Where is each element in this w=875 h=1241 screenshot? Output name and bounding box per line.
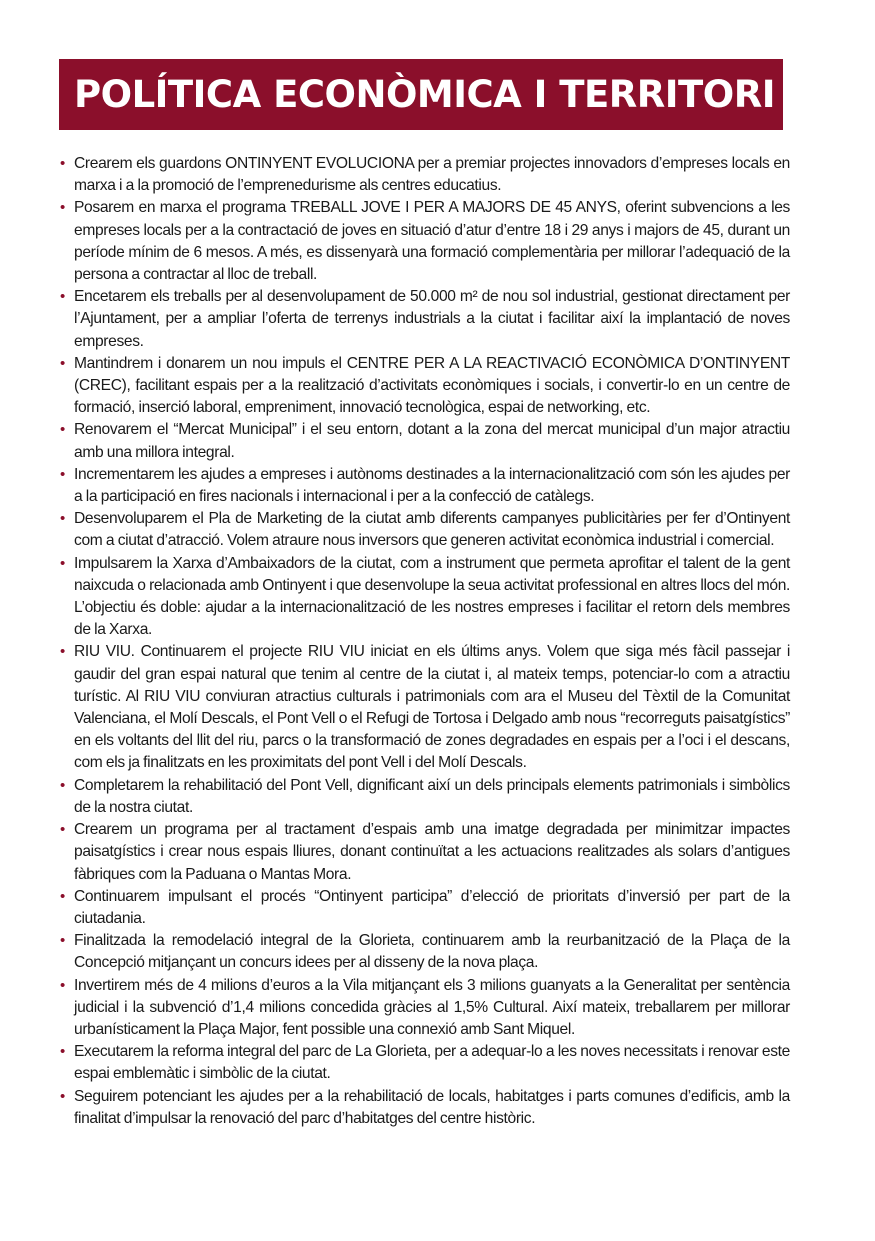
bullet-icon: • [60,421,65,439]
list-item-text: RIU VIU. Continuarem el projecte RIU VIU iniciat en els últims anys. Volem que siga més fàcil passejar i gaudir del gran espai natural que tenim al centre de la ciutat i, al mateix temps, potenciar-lo com a atractiu turístic. Al RIU VIU conviuran atractius culturals i patrimonials com ara el Museu del Tèxtil de la Comunitat Valenciana, el Molí Descals, el Pont Vell o el Refugi de Tortosa i Delgado amb nous “recorreguts paisatgístics” en els voltants del llit del riu, parcs o la transformació de zones degradades en espais per a l’oci i el descans, com els ja finalitzats en les proximitats del pont Vell i del Molí Descals. [74,643,790,772]
list-item-text: Invertirem més de 4 milions d’euros a la Vila mitjançant els 3 milions guanyats a la Generalitat per sentència judicial i la subvenció d’1,4 milions concedida gràcies al 1,5% Cultural. Així mateix, treballarem per millorar urbanísticament la Plaça Major, fent possible una connexió amb Sant Miquel. [74,976,790,1038]
list-item-text: Mantindrem i donarem un nou impuls el CENTRE PER A LA REACTIVACIÓ ECONÒMICA D’ONTINYENT (CREC), facilitant espais per a la realització d’activitats econòmiques i socials, i convertir-lo en un centre de formació, inserció laboral, empreniment, innovació tecnològica, espai de networking, etc. [74,354,790,417]
bullet-icon: • [60,976,65,994]
list-item [60,775,790,819]
list-item-text: Encetarem els treballs per al desenvolupament de 50.000 m² de nou sol industrial, gestionat directament per l’Ajuntament, per a ampliar l’oferta de terrenys industrials a la ciutat i facilitar així la implantació de noves empreses. [74,288,790,350]
list-item-text: Continuarem impulsant el procés “Ontinyent participa” d’elecció de prioritats d’inversió per part de la ciutadania. [74,887,790,927]
list-item [60,975,790,1042]
list-item-text: Posarem en marxa el programa TREBALL JOVE I PER A MAJORS DE 45 ANYS, oferint subvencions a les empreses locals per a la contractació de joves en situació d’atur d’entre 18 i 29 anys i majors de 45, durant un període mínim de 6 mesos. A més, es dissenyarà una formació complementària per millorar l’adequació de la persona a contractar al lloc de treball. [74,199,790,284]
list-item [60,464,790,508]
bullet-icon: • [60,510,65,528]
list-item-text: Impulsarem la Xarxa d’Ambaixadors de la ciutat, com a instrument que permeta aprofitar el talent de la gent naixcuda o relacionada amb Ontinyent i que desenvolupe la seua activitat professional en altres llocs del món. L’objectiu és doble: ajudar a la internacionalització de les nostres empreses i facilitar el retorn dels membres de la Xarxa. [74,554,790,639]
list-item [60,353,790,420]
list-item-text: Incrementarem les ajudes a empreses i autònoms destinades a la internacionalització com són les ajudes per a la participació en fires nacionals i internacional i per a la confecció de catàlegs. [74,465,790,506]
bullet-icon: • [60,1043,65,1061]
list-item-text: Completarem la rehabilitació del Pont Vell, dignificant així un dels principals elements patrimonials i simbòlics de la nostra ciutat. [74,776,790,816]
list-item-text: Crearem un programa per al tractament d’espais amb una imatge degradada per minimitzar impactes paisatgístics i crear nous espais lliures, donant continuïtat a les actuacions realitzades als solars d’antigues fàbriques com la Paduana o Mantas Mora. [74,821,790,883]
bullet-icon: • [60,776,65,794]
bullet-icon: • [60,288,65,306]
list-item [60,553,790,642]
page-title: POLÍTICA ECONÒMICA I TERRITORI [74,73,776,116]
list-item [60,819,790,886]
list-item [60,419,790,463]
list-item-text: Desenvoluparem el Pla de Marketing de la ciutat amb diferents campanyes publicitàries per fer d’Ontinyent com a ciutat d’atracció. Volem atraure nous inversors que generen activitat econòmica industrial i comercial. [74,510,790,550]
bullet-icon: • [60,354,65,372]
bullet-icon: • [60,821,65,839]
list-item [60,886,790,930]
title-banner [59,59,783,130]
list-item [60,641,790,774]
bullet-icon: • [60,155,65,172]
list-item [60,930,790,974]
list-item [60,197,790,286]
bullet-icon: • [60,887,65,905]
list-item-text: Seguirem potenciant les ajudes per a la rehabilitació de locals, habitatges i parts comunes d’edificis, amb la finalitat d’impulsar la renovació del parc d’habitatges del centre històric. [74,1087,790,1127]
list-item [60,153,790,197]
bullet-icon: • [60,643,65,661]
list-item [60,286,790,353]
bullet-icon: • [60,1087,65,1105]
bullet-icon: • [60,932,65,950]
bullet-icon: • [60,554,65,572]
list-item [60,1041,790,1085]
list-item-text: Renovarem el “Mercat Municipal” i el seu entorn, dotant a la zona del mercat municipal d’un major atractiu amb una millora integral. [74,421,790,461]
list-item [60,1086,790,1130]
list-item-text: Finalitzada la remodelació integral de la Glorieta, continuarem amb la reurbanització de la Plaça de la Concepció mitjançant un concurs idees per al disseny de la nova plaça. [74,932,790,972]
bullet-icon: • [60,465,65,483]
bullet-icon: • [60,199,65,217]
list-item-text: Executarem la reforma integral del parc de La Glorieta, per a adequar-lo a les noves necessitats i renovar este espai emblemàtic i simbòlic de la ciutat. [74,1043,790,1083]
list-item-text: Crearem els guardons ONTINYENT EVOLUCIONA per a premiar projectes innovadors d’empreses locals en marxa i a la promoció de l’emprenedurisme als centres educatius. [74,155,790,195]
list-item [60,508,790,552]
proposal-list [60,153,790,1130]
